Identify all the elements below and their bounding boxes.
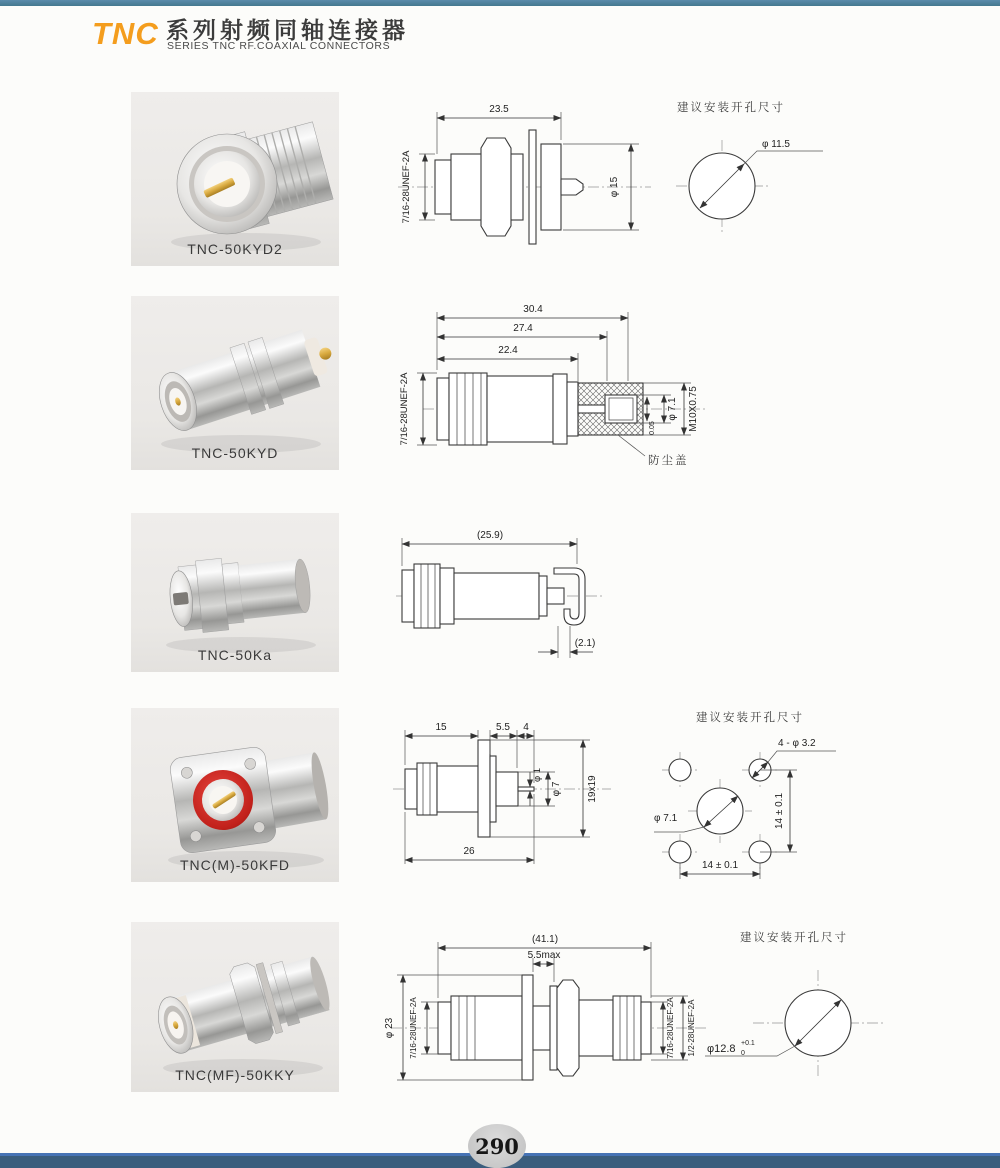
dim-len2: 27.4 — [513, 323, 533, 334]
mount-title: 建议安装开孔尺寸 — [696, 712, 804, 724]
product-label: TNC(MF)-50KKY — [175, 1067, 295, 1083]
drawing-tnc-50ka — [388, 518, 613, 668]
page-number: 290 — [475, 1133, 519, 1159]
dim-hole-dia: φ12.8 — [707, 1043, 736, 1055]
product-label: TNC(M)-50KFD — [180, 857, 290, 873]
dust-cap-label: 防尘盖 — [648, 455, 689, 467]
dim-dia-body: φ 7 — [551, 781, 562, 797]
product-photo-tnc-m-50kfd — [131, 708, 339, 882]
connector-photo-illustration — [131, 296, 339, 470]
page-title-cn: 系列射频同轴连接器 — [166, 17, 409, 43]
dim-pitch-v: 14 ± 0.1 — [774, 792, 785, 830]
brand-logo: TNC — [92, 16, 159, 51]
product-photo-tnc-50kyd2 — [131, 92, 339, 266]
dim-flange: 19x19 — [587, 775, 598, 803]
mount-hole-diagram-4 — [650, 706, 890, 894]
mount-hole-diagram-1 — [660, 98, 885, 238]
dim-dia: φ 23 — [384, 1017, 395, 1039]
dim-dia-pin: φ 1 — [532, 767, 543, 783]
product-photo-tnc-mf-50kky — [131, 922, 339, 1092]
drawing-tnc-50kyd — [383, 298, 713, 483]
dim-holes: 4 - φ 3.2 — [778, 738, 816, 749]
dim-thread: 7/16-28UNEF-2A — [399, 372, 410, 446]
dim-len2: 5.5max — [527, 950, 561, 961]
dim-length: 23.5 — [489, 104, 509, 115]
dim-len1: 30.4 — [523, 304, 543, 315]
product-label: TNC-50KYD — [191, 445, 279, 461]
dim-len3: 22.4 — [498, 345, 518, 356]
dim-dia: φ 7.1 — [667, 397, 678, 421]
page-number-badge — [468, 1124, 526, 1168]
drawing-tnc-50kyd2 — [383, 92, 663, 250]
dim-thread-right1: 7/16-28UNEF-2A — [666, 997, 675, 1059]
dim-length: (41.1) — [531, 934, 559, 945]
dim-length: (25.9) — [476, 530, 504, 541]
product-photo-tnc-50kyd — [131, 296, 339, 470]
dim-len2: 5.5 — [496, 722, 510, 733]
dim-thread2: M10X0.75 — [688, 386, 699, 432]
dim-hole-tol-sup: +0.1 — [741, 1040, 755, 1047]
dim-center-dia: φ 7.1 — [654, 813, 678, 824]
mount-hole-diagram-5 — [703, 928, 923, 1088]
dim-thread-right2: 1/2-28UNEF-2A — [687, 999, 696, 1057]
dim-offset: (2.1) — [574, 638, 596, 649]
product-label: TNC-50KYD2 — [187, 241, 283, 257]
dim-pitch-h: 14 ± 0.1 — [701, 860, 739, 871]
product-photo-tnc-50ka — [131, 513, 339, 672]
dim-len-total: 26 — [463, 846, 475, 857]
product-label: TNC-50Ka — [197, 647, 273, 663]
dim-gap: 0.05 — [649, 421, 656, 435]
connector-photo-illustration — [131, 92, 339, 266]
top-accent-bar — [0, 0, 1000, 6]
dim-hole-tol-sub: 0 — [741, 1050, 745, 1057]
connector-photo-illustration — [131, 708, 339, 882]
drawing-tnc-mf-50kky — [383, 928, 713, 1118]
dim-len1: 15 — [435, 722, 447, 733]
drawing-tnc-m-50kfd — [383, 712, 628, 892]
page-title-en: SERIES TNC RF.COAXIAL CONNECTORS — [167, 40, 391, 52]
dim-hole-dia: φ 11.5 — [762, 139, 790, 150]
mount-title: 建议安装开孔尺寸 — [740, 932, 848, 944]
dim-len3: 4 — [523, 722, 529, 733]
mount-title: 建议安装开孔尺寸 — [677, 102, 785, 114]
dim-thread-left: 7/16-28UNEF-2A — [409, 997, 418, 1059]
dim-thread: 7/16-28UNEF-2A — [401, 150, 412, 224]
dim-diameter: φ 15 — [609, 176, 620, 198]
